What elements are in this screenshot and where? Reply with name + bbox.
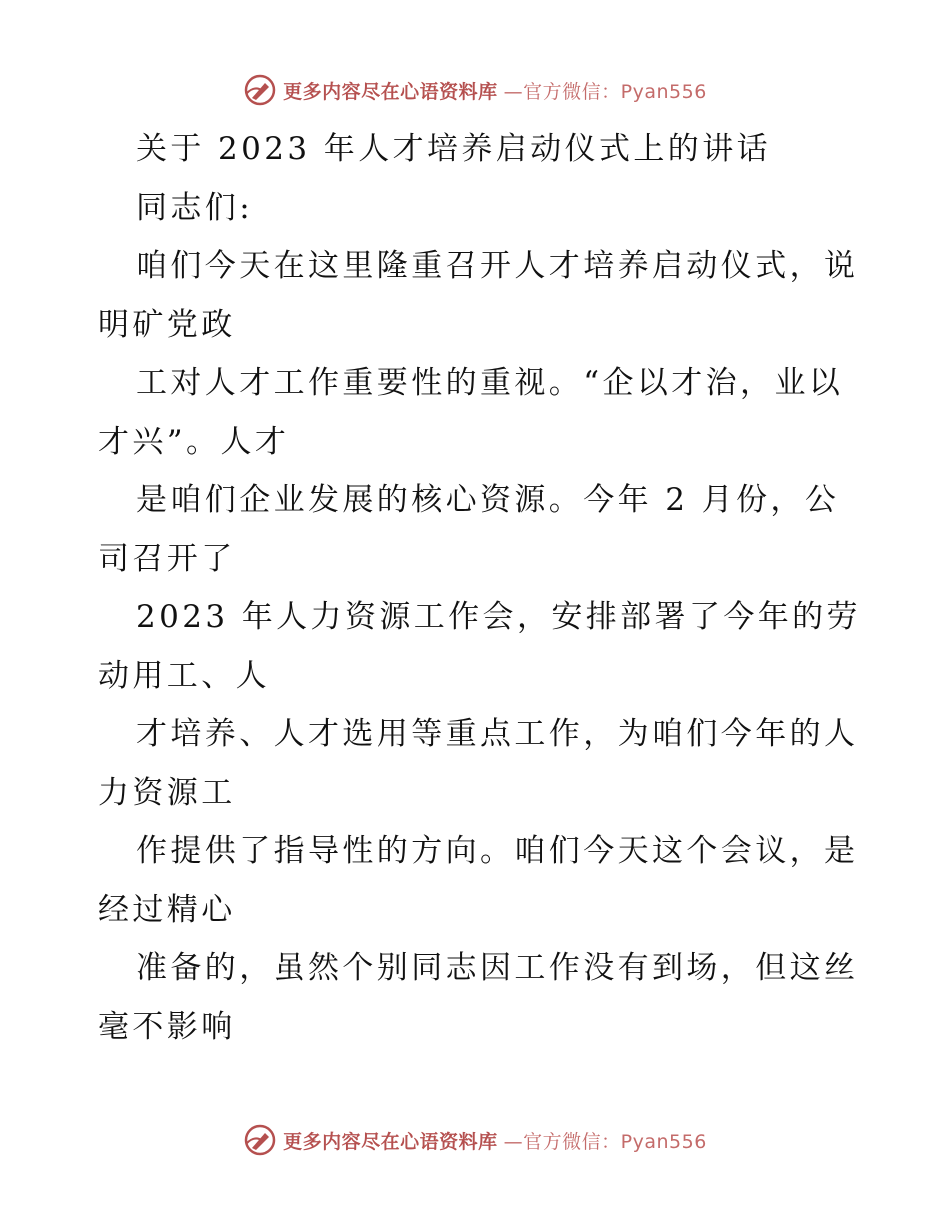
header-contact-text: —官方微信：Pyan556: [503, 80, 707, 103]
paragraph-line: 工对人才工作重要性的重视。“企以才治，业以: [136, 365, 844, 401]
paragraph-line: 明矿党政: [98, 306, 236, 343]
footer-brand-text: 更多内容尽在心语资料库: [283, 1130, 498, 1153]
document-title: 关于 2023 年人才培养启动仪式上的讲话: [136, 131, 771, 167]
paragraph-line: 是咱们企业发展的核心资源。今年 2 月份，公: [136, 482, 840, 518]
paragraph-line: 才培养、人才选用等重点工作，为咱们今年的人: [136, 716, 859, 752]
paragraph-line: 作提供了指导性的方向。咱们今天这个会议，是: [136, 833, 859, 869]
paragraph-line: 准备的，虽然个别同志因工作没有到场，但这丝: [136, 950, 859, 986]
pen-nib-logo-icon: [243, 1123, 277, 1157]
paragraph-line: 司召开了: [98, 540, 236, 577]
paragraph-line: 动用工、人: [98, 657, 270, 694]
header-brand-text: 更多内容尽在心语资料库: [283, 80, 498, 103]
header-watermark: [0, 70, 950, 110]
paragraph-line: 毫不影响: [98, 1008, 236, 1045]
paragraph-line: 才兴”。人才: [98, 423, 290, 460]
document-body: [98, 120, 861, 1056]
salutation: 同志们:: [136, 189, 254, 226]
paragraph-line: 经过精心: [98, 891, 236, 928]
pen-nib-logo-icon: [243, 73, 277, 107]
paragraph-line: 2023 年人力资源工作会，安排部署了今年的劳: [136, 599, 861, 635]
footer-watermark: [0, 1120, 950, 1160]
paragraph-line: 咱们今天在这里隆重召开人才培养启动仪式，说: [136, 248, 859, 284]
footer-contact-text: —官方微信：Pyan556: [503, 1130, 707, 1153]
paragraph-line: 力资源工: [98, 774, 236, 811]
